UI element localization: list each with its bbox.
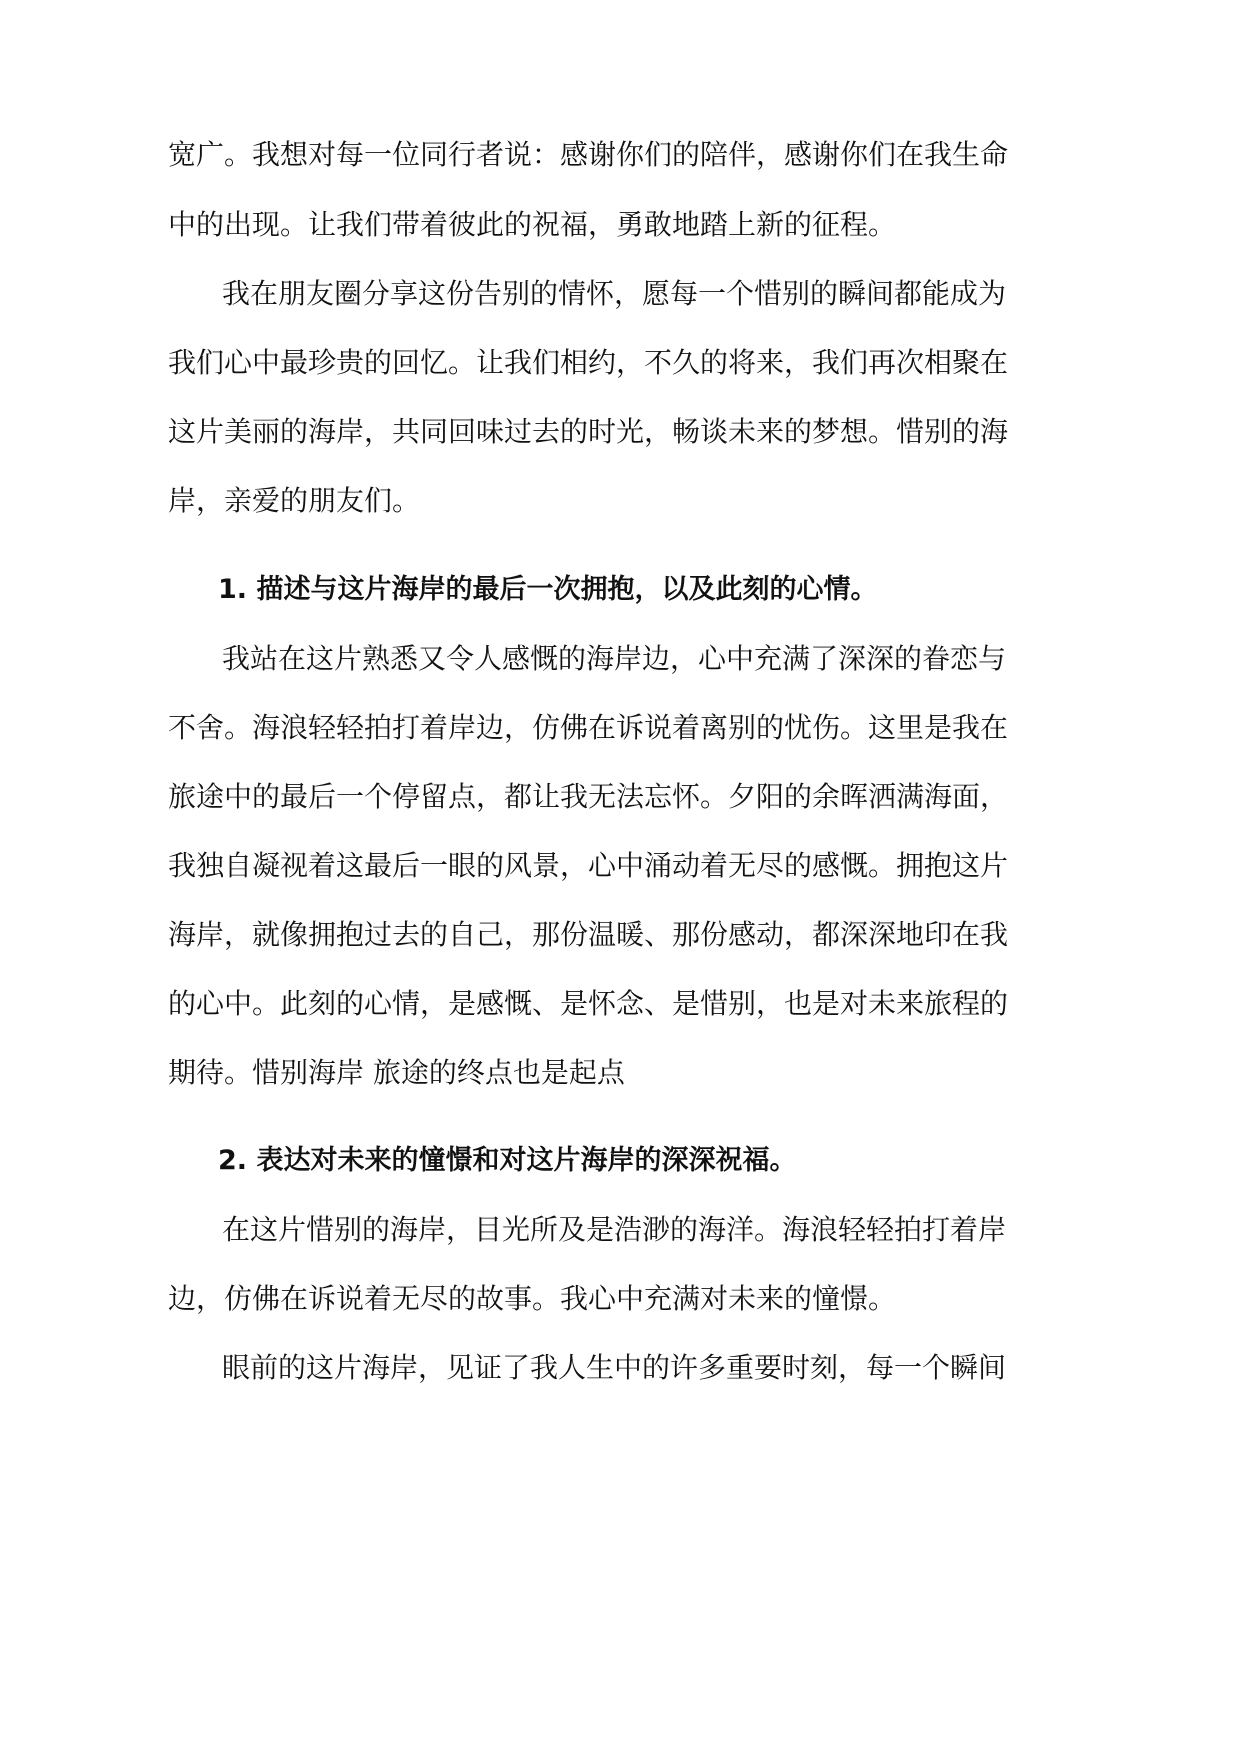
section-heading-1: 1. 描述与这片海岸的最后一次拥抱，以及此刻的心情。: [218, 574, 878, 605]
text-line: 岸，亲爱的朋友们。: [168, 484, 421, 517]
text-line: 的心中。此刻的心情，是感慨、是怀念、是惜别，也是对未来旅程的: [168, 987, 1009, 1020]
text-line: 旅途中的最后一个停留点，都让我无法忘怀。夕阳的余晖洒满海面，: [168, 780, 1009, 813]
paragraph-first-line: 眼前的这片海岸，见证了我人生中的许多重要时刻，每一个瞬间: [222, 1351, 1007, 1384]
text-line: 中的出现。让我们带着彼此的祝福，勇敢地踏上新的征程。: [168, 208, 897, 241]
text-line: 期待。惜别海岸 旅途的终点也是起点: [168, 1056, 625, 1089]
text-line: 这片美丽的海岸，共同回味过去的时光，畅谈未来的梦想。惜别的海: [168, 415, 1009, 448]
paragraph-first-line: 我在朋友圈分享这份告别的情怀，愿每一个惜别的瞬间都能成为: [222, 277, 1007, 310]
text-line: 不舍。海浪轻轻拍打着岸边，仿佛在诉说着离别的忧伤。这里是我在: [168, 711, 1009, 744]
text-line: 宽广。我想对每一位同行者说：感谢你们的陪伴，感谢你们在我生命: [168, 138, 1009, 171]
paragraph-first-line: 我站在这片熟悉又令人感慨的海岸边，心中充满了深深的眷恋与: [222, 642, 1007, 675]
text-line: 我们心中最珍贵的回忆。让我们相约，不久的将来，我们再次相聚在: [168, 346, 1009, 379]
text-line: 我独自凝视着这最后一眼的风景，心中涌动着无尽的感慨。拥抱这片: [168, 849, 1009, 882]
text-line: 边，仿佛在诉说着无尽的故事。我心中充满对未来的憧憬。: [168, 1282, 897, 1315]
section-heading-2: 2. 表达对未来的憧憬和对这片海岸的深深祝福。: [218, 1145, 797, 1176]
paragraph-first-line: 在这片惜别的海岸，目光所及是浩渺的海洋。海浪轻轻拍打着岸: [222, 1213, 1007, 1246]
text-line: 海岸，就像拥抱过去的自己，那份温暖、那份感动，都深深地印在我: [168, 918, 1009, 951]
